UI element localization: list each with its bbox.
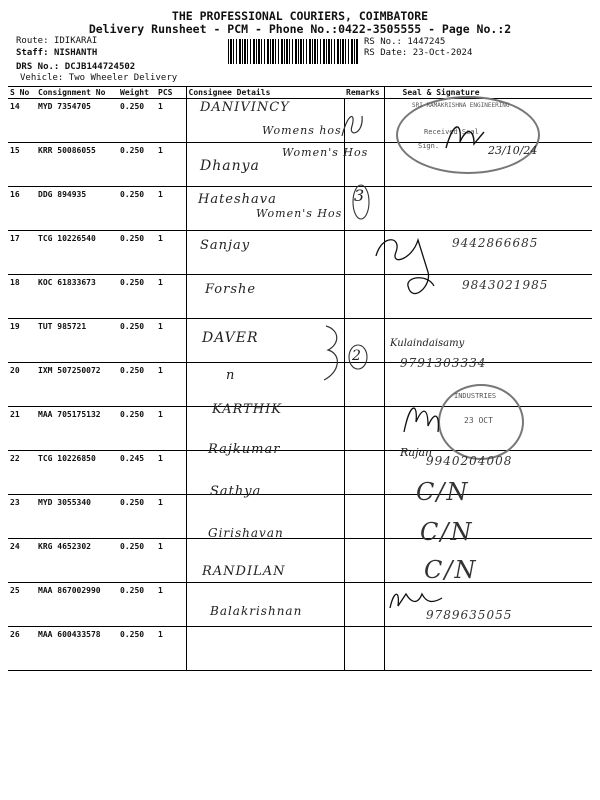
- barcode: [228, 39, 358, 64]
- route-value: IDIKARAI: [53, 36, 98, 46]
- weight-cell: 0.250: [118, 407, 156, 451]
- staff-label: Staff:: [16, 48, 49, 58]
- pcs-cell: 1: [156, 187, 186, 231]
- weight-cell: 0.250: [118, 627, 156, 671]
- table-row: [8, 539, 592, 583]
- rs-date-value: 23-Oct-2024: [412, 48, 473, 58]
- weight-cell: 0.250: [118, 143, 156, 187]
- sno-cell: 25: [8, 583, 36, 627]
- consignment-cell: MAA 867002990: [36, 583, 118, 627]
- signature: [372, 226, 442, 306]
- pcs-cell: 1: [156, 407, 186, 451]
- consignee-handwriting: Sathya: [210, 484, 262, 499]
- seal-cell: [384, 627, 592, 671]
- table-row: [8, 495, 592, 539]
- stamp-text: 23 OCT: [464, 416, 493, 425]
- cn-mark-handwriting: C/N: [416, 478, 470, 506]
- consignee-handwriting: Forshe: [205, 282, 257, 297]
- sno-cell: 16: [8, 187, 36, 231]
- rs-date-label: RS Date:: [364, 48, 408, 58]
- company-seal-stamp: [438, 384, 524, 460]
- route-line: [16, 36, 97, 46]
- seal-cell: [384, 187, 592, 231]
- remarks-scribble: [316, 322, 346, 384]
- consignee-handwriting: Dhanya: [200, 158, 260, 174]
- signature: [440, 118, 490, 158]
- sno-cell: 21: [8, 407, 36, 451]
- company-title: THE PROFESSIONAL COURIERS, COIMBATORE: [171, 9, 429, 23]
- sno-cell: 19: [8, 319, 36, 363]
- pcs-cell: 1: [156, 231, 186, 275]
- pcs-cell: 1: [156, 495, 186, 539]
- col-header-weight: Weight: [118, 87, 156, 99]
- pcs-cell: 1: [156, 451, 186, 495]
- consignee-handwriting: Sanjay: [200, 238, 251, 253]
- seal-cell: [384, 539, 592, 583]
- pcs-cell: 1: [156, 539, 186, 583]
- consignee-handwriting: Women's Hos: [256, 207, 343, 220]
- sno-cell: 23: [8, 495, 36, 539]
- signature: [398, 392, 448, 452]
- sno-cell: 18: [8, 275, 36, 319]
- table-header-row: [8, 87, 592, 99]
- remarks-cell: [344, 583, 384, 627]
- col-header-consignee: Consignee Details: [186, 87, 344, 99]
- remarks-cell: [344, 539, 384, 583]
- table-row: [8, 319, 592, 363]
- col-header-consignment: Consignment No: [36, 87, 118, 99]
- cn-mark-handwriting: C/N: [424, 556, 478, 584]
- pcs-cell: 1: [156, 319, 186, 363]
- consignment-cell: KRR 50086055: [36, 143, 118, 187]
- weight-cell: 0.250: [118, 275, 156, 319]
- consignment-cell: MAA 705175132: [36, 407, 118, 451]
- table-row: [8, 627, 592, 671]
- sno-cell: 22: [8, 451, 36, 495]
- pcs-cell: 1: [156, 275, 186, 319]
- consignee-handwriting: n: [226, 368, 236, 383]
- remarks-cell: [344, 627, 384, 671]
- col-header-remarks: Remarks: [344, 87, 384, 99]
- staff-value: NISHANTH: [53, 48, 98, 58]
- drs-line: [16, 62, 135, 72]
- pcs-cell: 1: [156, 143, 186, 187]
- remarks-scribble: [346, 342, 370, 372]
- rs-no-line: [364, 37, 445, 47]
- consignment-cell: IXM 507250072: [36, 363, 118, 407]
- weight-cell: 0.250: [118, 583, 156, 627]
- remarks-handwriting: 3: [354, 186, 365, 205]
- phone-handwriting: 9791303334: [400, 356, 487, 370]
- phone-handwriting: 9940204008: [426, 454, 513, 468]
- consignment-cell: DDG 894935: [36, 187, 118, 231]
- drs-label: DRS No.:: [16, 62, 60, 72]
- pcs-cell: 1: [156, 583, 186, 627]
- weight-cell: 0.250: [118, 99, 156, 143]
- consignee-handwriting: DAVER: [202, 330, 259, 346]
- consignment-cell: TCG 10226540: [36, 231, 118, 275]
- remarks-scribble: [350, 182, 372, 222]
- staff-line: [16, 48, 97, 58]
- sno-cell: 14: [8, 99, 36, 143]
- weight-cell: 0.250: [118, 319, 156, 363]
- weight-cell: 0.250: [118, 363, 156, 407]
- pcs-cell: 1: [156, 363, 186, 407]
- receiver-name-handwriting: Rajan: [400, 446, 433, 459]
- consignment-cell: TUT 985721: [36, 319, 118, 363]
- receiver-name-handwriting: Kulaindaisamy: [390, 338, 465, 349]
- sno-cell: 15: [8, 143, 36, 187]
- stamp-text: SRI RAMAKRISHNA ENGINEERING: [412, 102, 510, 109]
- weight-cell: 0.245: [118, 451, 156, 495]
- col-header-sno: S No: [8, 87, 36, 99]
- remarks-cell: [344, 407, 384, 451]
- consignee-handwriting: Womens hos: [262, 124, 342, 137]
- drs-value: DCJB144724502: [64, 62, 136, 72]
- consignment-cell: KRG 4652302: [36, 539, 118, 583]
- pcs-cell: 1: [156, 99, 186, 143]
- remarks-scribble: [338, 108, 368, 140]
- consignee-handwriting: Hateshava: [198, 192, 277, 207]
- consignee-handwriting: RANDILAN: [202, 564, 286, 579]
- sno-cell: 24: [8, 539, 36, 583]
- col-header-seal: Seal & Signature: [384, 87, 592, 99]
- consignment-cell: MAA 600433578: [36, 627, 118, 671]
- weight-cell: 0.250: [118, 495, 156, 539]
- rs-no-value: 1447245: [407, 37, 446, 47]
- remarks-cell: [344, 451, 384, 495]
- cn-mark-handwriting: C/N: [420, 518, 474, 546]
- consignment-cell: TCG 10226850: [36, 451, 118, 495]
- weight-cell: 0.250: [118, 187, 156, 231]
- route-label: Route:: [16, 36, 49, 46]
- consignee-cell: [186, 627, 344, 671]
- consignment-cell: MYD 3055340: [36, 495, 118, 539]
- consignee-handwriting: Girishavan: [208, 526, 284, 540]
- consignee-handwriting: DANIVINCY: [200, 100, 290, 115]
- pcs-cell: 1: [156, 627, 186, 671]
- vehicle-line: [20, 73, 177, 83]
- consignee-handwriting: Balakrishnan: [210, 604, 303, 618]
- stamp-text: INDUSTRIES: [454, 392, 497, 400]
- stamp-text: Sign.: [418, 142, 440, 150]
- weight-cell: 0.250: [118, 231, 156, 275]
- weight-cell: 0.250: [118, 539, 156, 583]
- delivery-date-handwriting: 23/10/24: [488, 144, 538, 157]
- col-header-pcs: PCS: [156, 87, 186, 99]
- vehicle-label: Vehicle:: [20, 73, 64, 83]
- consignment-cell: KOC 61833673: [36, 275, 118, 319]
- vehicle-value: Two Wheeler Delivery: [68, 73, 178, 83]
- consignment-cell: MYD 7354705: [36, 99, 118, 143]
- runsheet-subtitle: Delivery Runsheet - PCM - Phone No.:0422-3505555 - Page No.:2: [88, 22, 512, 36]
- runsheet-table: [8, 86, 592, 671]
- phone-handwriting: 9789635055: [426, 608, 513, 622]
- sno-cell: 20: [8, 363, 36, 407]
- rs-date-line: [364, 48, 472, 58]
- stamp-text: Received Seal: [424, 128, 479, 136]
- consignee-handwriting: KARTHIK: [212, 402, 282, 417]
- consignee-handwriting: Women's Hos: [282, 146, 369, 159]
- sno-cell: 26: [8, 627, 36, 671]
- phone-handwriting: 9442866685: [452, 236, 539, 250]
- phone-handwriting: 9843021985: [462, 278, 549, 292]
- consignee-handwriting: Rajkumar: [208, 442, 281, 457]
- remarks-cell: [344, 495, 384, 539]
- rs-no-label: RS No.:: [364, 37, 402, 47]
- sno-cell: 17: [8, 231, 36, 275]
- remarks-handwriting: 2: [352, 348, 361, 364]
